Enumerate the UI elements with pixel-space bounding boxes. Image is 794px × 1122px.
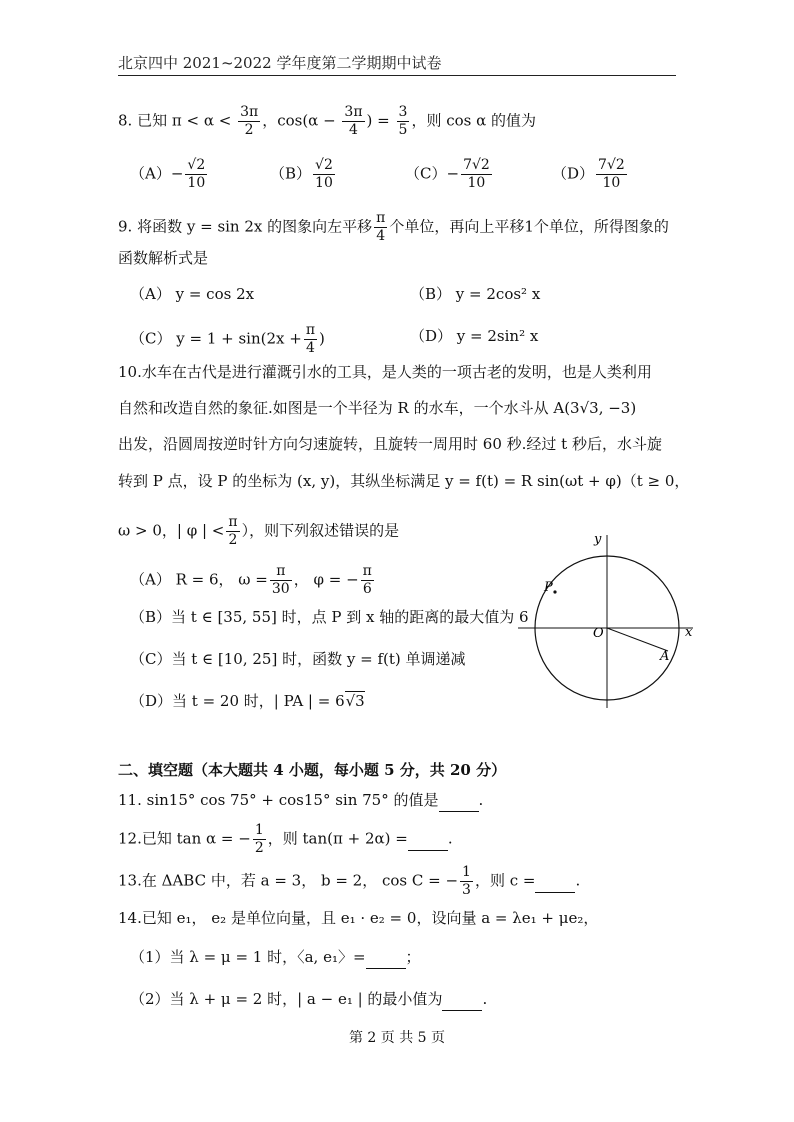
point-a-label: A [660, 649, 670, 664]
q8-number: 8. [118, 111, 133, 130]
q8-text-d: ，则 cos α 的值为 [411, 111, 537, 130]
point-p-label: P [544, 580, 553, 595]
q11: 11. sin15° cos 75° + cos15° sin 75° 的值是 . [118, 789, 483, 812]
q8-frac1: $\frac{3\pi}{2}$ [240, 104, 259, 138]
q9-stem: 9. 将函数 y = sin 2x 的图象向左平移 $\frac{\pi}{4}$ 个单位，再向上平移1个单位，所得图象的 [118, 210, 669, 244]
q8-option-c: （C）− $\frac{7√2}{10}$ [405, 157, 490, 191]
radius-oa [607, 628, 668, 651]
page-header: 北京四中 2021~2022 学年度第二学期期中试卷 [118, 54, 442, 72]
q8-option-d: （D） $\frac{7√2}{10}$ [552, 157, 625, 191]
q9-option-b: （B） y = 2cos² x [410, 285, 541, 303]
q14-sub1: （1）当 λ = μ = 1 时，〈a, e₁〉= ； [130, 946, 421, 969]
q10-line3: 出发，沿圆周按逆时针方向匀速旋转，且旋转一周用时 60 秒.经过 t 秒后，水斗旋 [118, 435, 662, 453]
q14-line1: 14.已知 e₁， e₂ 是单位向量，且 e₁ · e₂ = 0，设向量 a = λe₁ + μe₂， [118, 909, 599, 927]
q8-stem [118, 104, 536, 139]
q9-stem-line2: 函数解析式是 [118, 249, 209, 267]
origin-label: O [593, 626, 604, 641]
q8-frac3: $\frac{3}{5}$ [398, 104, 408, 138]
q10-line4: 转到 P 点，设 P 的坐标为 (x, y)，其纵坐标满足 y = f(t) = R sin(ωt + φ)（t ≥ 0， [118, 472, 690, 490]
q8-option-b: （B） $\frac{√2}{10}$ [270, 157, 333, 191]
q10-line5: ω > 0，| φ | < $\frac{\pi}{2}$ ），则下列叙述错误的是 [118, 514, 400, 548]
header-rule [118, 75, 676, 76]
q8-option-a: （A）− $\frac{√2}{10}$ [130, 157, 206, 191]
section2-title: 二、填空题（本大题共 4 小题，每小题 5 分，共 20 分） [118, 761, 507, 779]
x-axis-label: x [685, 625, 693, 640]
q9-option-d: （D） y = 2sin² x [410, 327, 539, 345]
q12: 12.已知 tan α = − $\frac{1}{2}$ ，则 tan(π + 2α) = . [118, 822, 453, 856]
q9-option-c: （C） y = 1 + sin(2x + $\frac{\pi}{4}$ ) [130, 322, 325, 356]
q8-frac2: $\frac{3\pi}{4}$ [344, 104, 363, 138]
page-footer: 第 2 页 共 5 页 [348, 1030, 446, 1046]
q13: 13.在 ΔABC 中，若 a = 3， b = 2， cos C = − $\frac{1}{3}$ ，则 c = . [118, 864, 581, 898]
q9-option-a: （A） y = cos 2x [130, 285, 255, 303]
q10-line1: 10.水车在古代是进行灌溉引水的工具，是人类的一项古老的发明，也是人类利用 [118, 363, 652, 381]
q10-option-d: （D）当 t = 20 时，| PA | = 6√3 [130, 692, 365, 710]
q14-sub2: （2）当 λ + μ = 2 时，| a − e₁ | 的最小值为 . [130, 988, 487, 1011]
water-wheel-figure [515, 530, 705, 712]
q10-option-a: （A） R = 6， ω = $\frac{\pi}{30}$ ， φ = − $\frac{\pi}{6}$ [130, 563, 372, 597]
q8-text-b: ，cos(α − [262, 111, 336, 130]
q10-line2: 自然和改造自然的象征.如图是一个半径为 R 的水车，一个水斗从 A(3√3, −3) [118, 399, 637, 417]
q8-text-c: ) = [366, 111, 390, 130]
q10-option-b: （B）当 t ∈ [35, 55] 时，点 P 到 x 轴的距离的最大值为 6 [130, 608, 529, 626]
point-p [553, 590, 556, 593]
y-axis-label: y [594, 532, 602, 547]
q8-text-a: 已知 π < α < [137, 111, 232, 130]
q10-option-c: （C）当 t ∈ [10, 25] 时，函数 y = f(t) 单调递减 [130, 650, 466, 668]
